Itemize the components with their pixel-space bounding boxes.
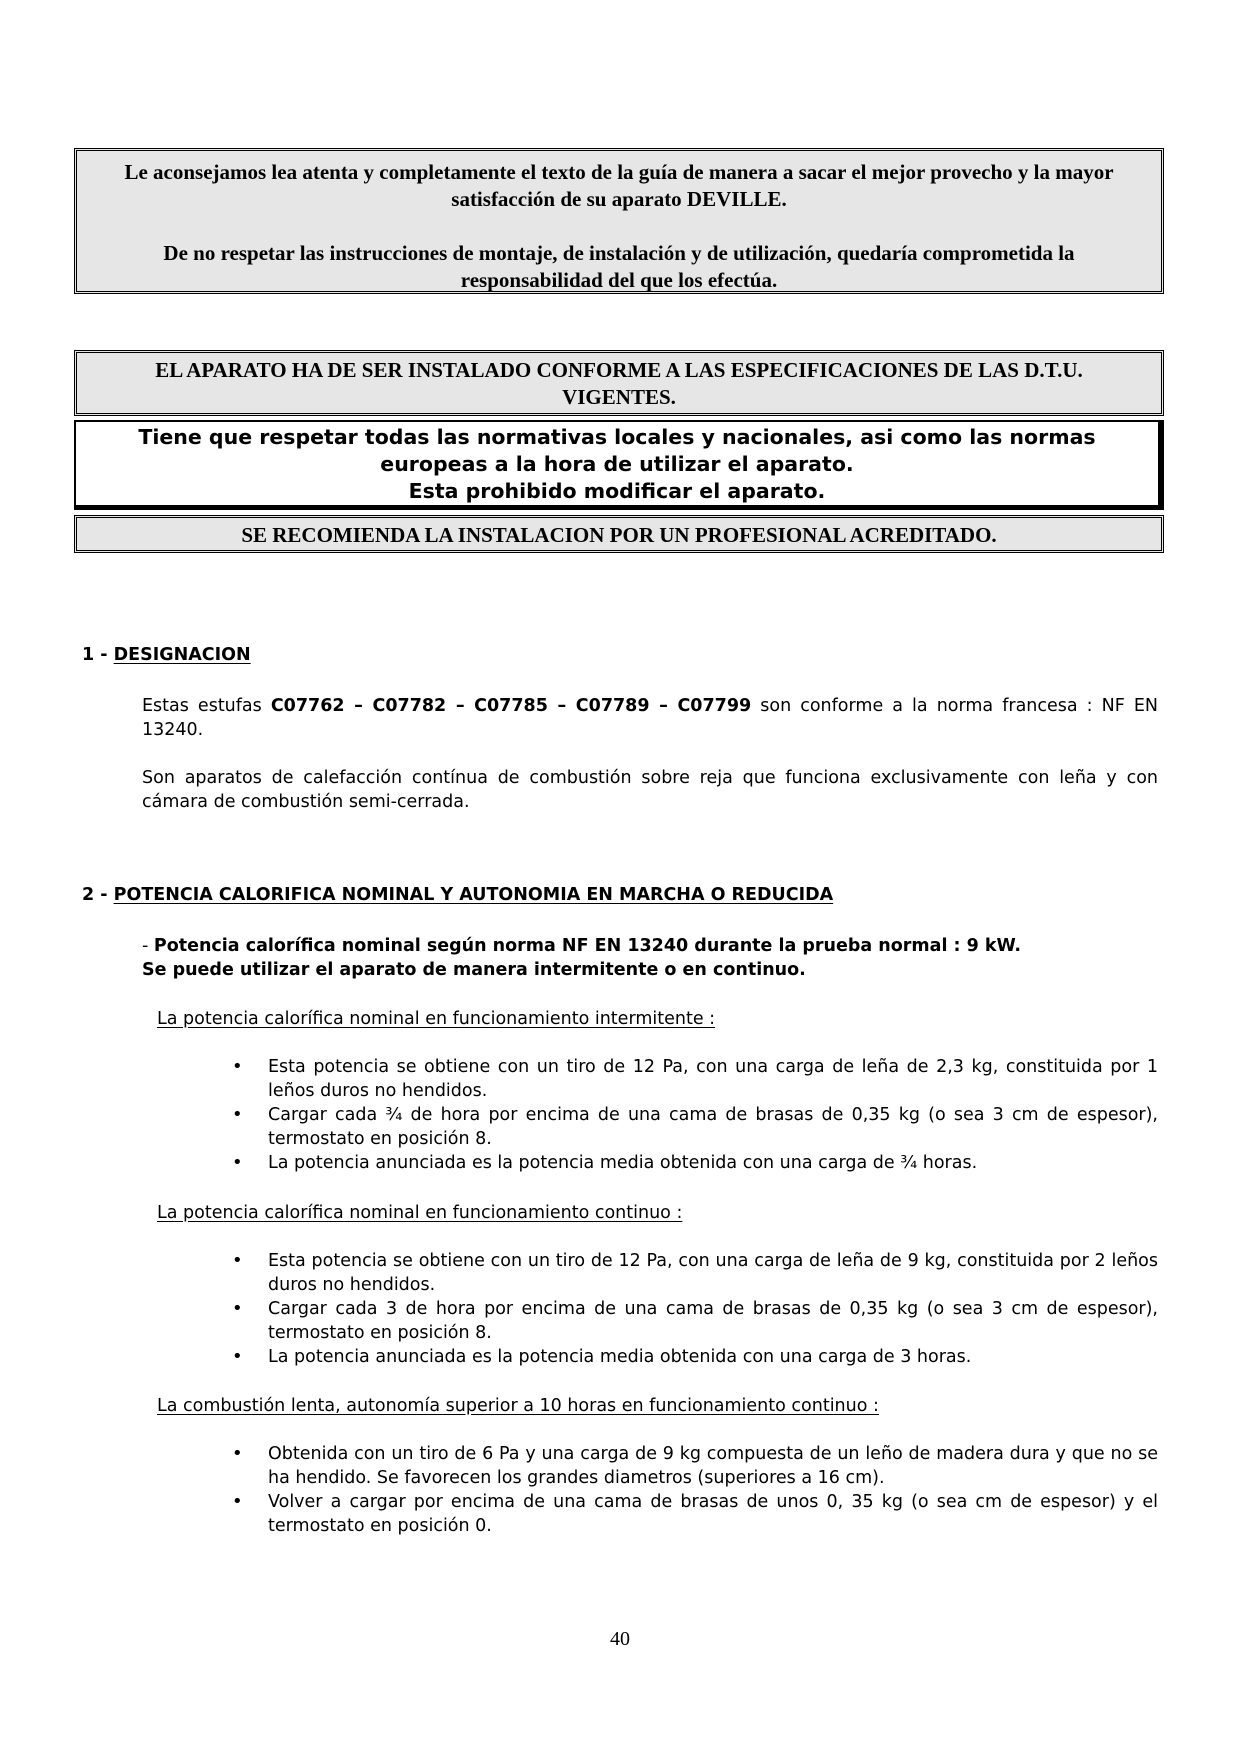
notice-line-2: De no respetar las instrucciones de montaje, de instalación y de utilización, quedaría comprometida la responsabilidad del que los efectúa. xyxy=(163,241,1075,292)
slow-combustion-list xyxy=(232,1442,1158,1538)
list-item-text: Cargar cada ¾ de hora por encima de una cama de brasas de 0,35 kg (o sea 3 cm de espesor), termostato en posición 8. xyxy=(268,1105,1158,1149)
section-1-heading xyxy=(82,643,251,667)
appliance-description: Son aparatos de calefacción contínua de combustión sobre reja que funciona exclusivamente con leña y con cámara de combustión semi-cerrada. xyxy=(142,768,1158,812)
install-text: EL APARATO HA DE SER INSTALADO CONFORME A LAS ESPECIFICACIONES DE LAS D.T.U. VIGENTES. xyxy=(155,358,1083,409)
bullet-icon: • xyxy=(232,1152,243,1173)
continuous-subheading: La potencia calorífica nominal en funcionamiento continuo : xyxy=(157,1203,683,1223)
bullet-icon: • xyxy=(232,1443,243,1464)
list-item-text: Volver a cargar por encima de una cama de brasas de unos 0, 35 kg (o sea cm de espesor) y el termostato en posición 0. xyxy=(268,1492,1158,1536)
professional-text: SE RECOMIENDA LA INSTALACION POR UN PROFESIONAL ACREDITADO. xyxy=(241,523,997,547)
model-numbers: C07762 – C07782 – C07785 – C07789 – C07799 xyxy=(270,696,752,716)
list-item xyxy=(232,1103,1158,1151)
notice-line-1: Le aconsejamos lea atenta y completamente el texto de la guía de manera a sacar el mejor provecho y la mayor satisfacción de su aparato DEVILLE. xyxy=(124,160,1114,211)
bullet-icon: • xyxy=(232,1250,243,1271)
intro-line-2: Se puede utilizar el aparato de manera intermitente o en continuo. xyxy=(142,960,806,980)
designation-paragraph xyxy=(142,694,1158,742)
bullet-icon: • xyxy=(232,1491,243,1512)
list-item-text: La potencia anunciada es la potencia media obtenida con una carga de 3 horas. xyxy=(268,1347,972,1367)
list-item xyxy=(232,1297,1158,1345)
list-item-text: Esta potencia se obtiene con un tiro de 12 Pa, con una carga de leña de 9 kg, constituida por 2 leños duros no hendidos. xyxy=(268,1251,1158,1295)
page-number: 40 xyxy=(610,1628,630,1650)
bullet-icon: • xyxy=(232,1104,243,1125)
section-1-number: 1 - xyxy=(82,645,114,665)
regulation-line-1: Tiene que respetar todas las normativas locales y nacionales, asi como las normas europeas a la hora de utilizar el aparato. xyxy=(138,425,1096,476)
nominal-power-intro xyxy=(142,934,1158,982)
bullet-icon: • xyxy=(232,1298,243,1319)
notice-box xyxy=(74,148,1164,294)
list-item-text: Cargar cada 3 de hora por encima de una cama de brasas de 0,35 kg (o sea 3 cm de espesor), termostato en posición 8. xyxy=(268,1299,1158,1343)
list-item xyxy=(232,1249,1158,1297)
list-item xyxy=(232,1055,1158,1103)
regulation-line-2: Esta prohibido modificar el aparato. xyxy=(408,479,826,503)
intro-dash: - xyxy=(142,936,154,956)
list-item-text: La potencia anunciada es la potencia media obtenida con una carga de ¾ horas. xyxy=(268,1153,978,1173)
slow-combustion-subheading: La combustión lenta, autonomía superior a 10 horas en funcionamiento continuo : xyxy=(157,1396,879,1416)
designation-text-start: Estas estufas xyxy=(142,696,271,716)
intermittent-subheading: La potencia calorífica nominal en funcionamiento intermitente : xyxy=(157,1009,716,1029)
section-1-title: DESIGNACION xyxy=(113,645,251,665)
intro-line-1: Potencia calorífica nominal según norma NF EN 13240 durante la prueba normal : 9 kW. xyxy=(153,936,1022,956)
list-item xyxy=(232,1490,1158,1538)
professional-box xyxy=(74,515,1164,553)
bullet-icon: • xyxy=(232,1056,243,1077)
list-item xyxy=(232,1151,1158,1175)
section-2-number: 2 - xyxy=(82,885,114,905)
continuous-list xyxy=(232,1249,1158,1369)
regulation-box xyxy=(74,420,1164,510)
list-item-text: Esta potencia se obtiene con un tiro de 12 Pa, con una carga de leña de 2,3 kg, constituida por 1 leños duros no hendidos. xyxy=(268,1057,1158,1101)
intermittent-list xyxy=(232,1055,1158,1175)
list-item-text: Obtenida con un tiro de 6 Pa y una carga de 9 kg compuesta de un leño de madera dura y que no se ha hendido. Se favorecen los grandes diametros (superiores a 16 cm). xyxy=(268,1444,1158,1488)
list-item xyxy=(232,1345,1158,1369)
section-2-title: POTENCIA CALORIFICA NOMINAL Y AUTONOMIA EN MARCHA O REDUCIDA xyxy=(113,885,834,905)
list-item xyxy=(232,1442,1158,1490)
section-2-heading xyxy=(82,883,833,907)
install-box xyxy=(74,350,1164,416)
bullet-icon: • xyxy=(232,1346,243,1367)
designation-text-end: son conforme a la norma francesa : NF EN 13240. xyxy=(142,696,1158,740)
